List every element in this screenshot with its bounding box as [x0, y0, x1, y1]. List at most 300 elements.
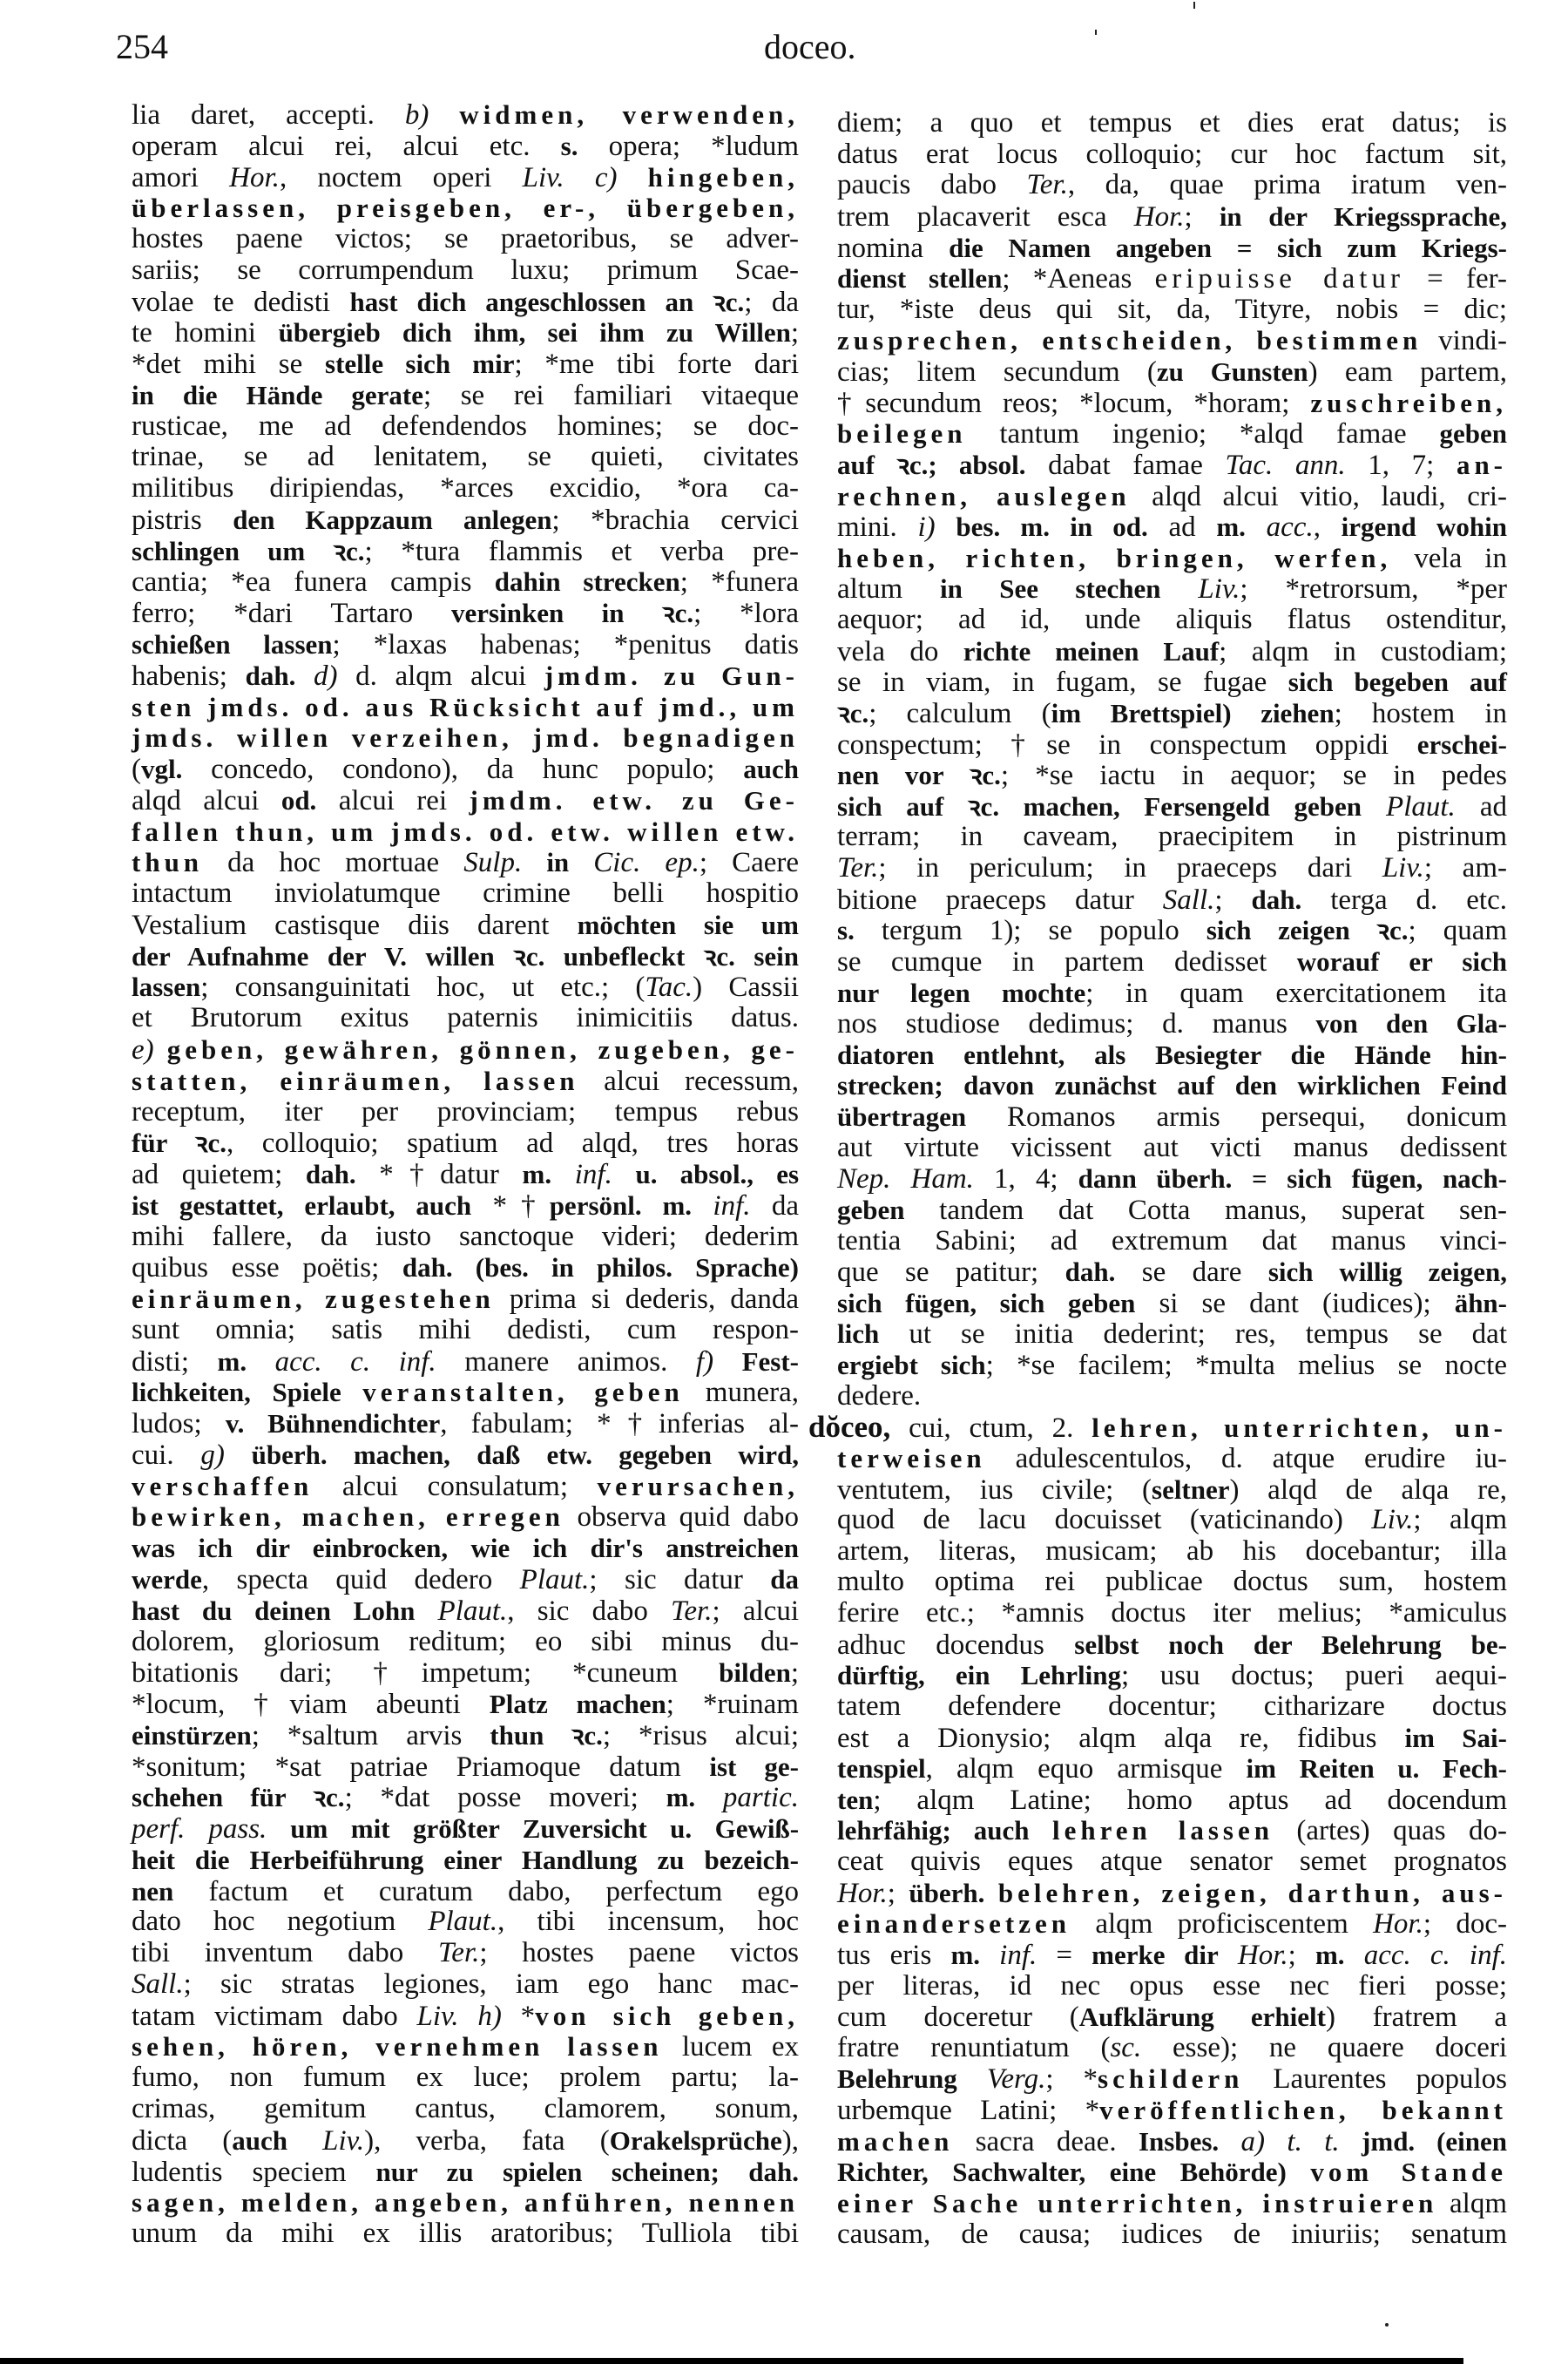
text-line: [132, 941, 799, 972]
text-line: [132, 255, 799, 287]
latin-text: ; *ruinam: [666, 1689, 799, 1721]
german-gloss: übertragen: [837, 1101, 967, 1132]
text-line: [837, 108, 1507, 139]
latin-text: , tibi incensum, hoc: [497, 1906, 799, 1938]
text-line: [837, 1288, 1507, 1319]
latin-text: ; sic stratas legiones, iam ego hanc mac-: [183, 1968, 799, 2000]
text-line: [837, 1723, 1507, 1754]
latin-text: dato hoc negotium: [132, 1906, 429, 1938]
latin-text: ; *brachia cervici: [551, 504, 799, 536]
german-gloss-spaced: terweisen: [837, 1442, 986, 1473]
german-gloss-spaced: überlassen, preisgeben, er-, übergeben,: [132, 193, 799, 224]
latin-text: cias; litem secundum (: [837, 356, 1157, 388]
latin-text: ) fratrem a: [1325, 2002, 1507, 2034]
latin-text: alqm proficiscentem: [1071, 1908, 1374, 1941]
latin-text: = fer-: [1403, 263, 1507, 295]
german-gloss: in die Hände gerate: [132, 379, 424, 410]
text-line: [132, 785, 799, 816]
latin-text: *†datur: [355, 1159, 523, 1191]
latin-text: , noctem operi: [279, 161, 523, 193]
latin-text: [564, 162, 595, 193]
text-line: [837, 698, 1507, 729]
german-gloss: vgl.: [141, 754, 183, 785]
latin-text: adhuc docendus: [837, 1629, 1075, 1661]
text-line: [837, 388, 1507, 419]
text-line: [132, 1627, 799, 1658]
scan-speck: [1385, 2323, 1389, 2327]
german-gloss-spaced: lehren lassen: [1051, 1815, 1274, 1846]
german-gloss: da: [770, 1563, 800, 1595]
latin-text: [1340, 2126, 1362, 2157]
latin-text: diem; a quo et tempus et dies erat datus; is: [837, 107, 1507, 139]
latin-text: ; hostem in: [1334, 697, 1507, 729]
citation-abbrev: Sall.: [132, 1968, 184, 2000]
text-line: [837, 1940, 1507, 1971]
latin-text: rusticae, me ad defendendos homines; se doc-: [132, 410, 799, 442]
latin-text: ) alqd de alqa re,: [1229, 1473, 1507, 1506]
german-gloss: auch: [743, 754, 799, 785]
german-gloss: dahin strecken: [494, 566, 680, 598]
german-gloss-spaced: heben, richten, bringen, werfen,: [837, 542, 1392, 573]
text-line: [837, 1133, 1507, 1164]
latin-text: tatam victimam dabo: [132, 2000, 417, 2032]
latin-text: dedere.: [837, 1379, 922, 1412]
german-gloss: ist gestattet, erlaubt, auch: [132, 1189, 472, 1221]
latin-text: tibi inventum dabo: [132, 1937, 438, 1969]
text-line: [837, 1226, 1507, 1257]
text-line: [132, 598, 799, 629]
citation-abbrev: Liv.: [322, 2124, 365, 2157]
text-line: [132, 1377, 799, 1408]
latin-text: alcui rei: [316, 784, 470, 816]
latin-text: da: [750, 1189, 800, 1222]
text-line: [837, 1878, 1507, 1909]
text-line: [837, 2063, 1507, 2095]
latin-text: concedo, condono), da hunc populo;: [182, 754, 744, 786]
latin-text: 1, 4;: [973, 1163, 1078, 1196]
latin-text: alqm: [1437, 2187, 1507, 2219]
latin-text: causam, de causa; iudices de iniuriis; senatum: [837, 2218, 1507, 2250]
german-gloss: in: [546, 847, 570, 878]
text-line: [132, 1533, 799, 1564]
latin-text: disti;: [132, 1345, 218, 1378]
latin-text: [415, 1595, 437, 1627]
latin-text: [1161, 573, 1199, 605]
latin-text: ) Cassii: [693, 972, 799, 1004]
citation-abbrev: d): [313, 660, 338, 692]
text-line: [132, 349, 799, 380]
german-gloss-spaced: an-: [1456, 449, 1508, 480]
text-line: [132, 1876, 799, 1907]
citation-abbrev: Liv.: [1382, 852, 1424, 884]
latin-text: urbemque Latini; *: [837, 2095, 1100, 2126]
text-line: [837, 1785, 1507, 1816]
page-number: 254: [116, 27, 168, 66]
latin-text: trem placaverit esca: [837, 200, 1134, 233]
text-line: [837, 946, 1507, 978]
latin-text: [1030, 1815, 1052, 1846]
latin-text: ; in periculum; in praeceps dari: [878, 852, 1382, 884]
latin-text: [1345, 1940, 1364, 1971]
text-line: [837, 1070, 1507, 1101]
german-gloss: sich auf ꝛc. machen, Fersengeld geben: [837, 790, 1362, 822]
text-line: [132, 1471, 799, 1502]
german-gloss-spaced: thun: [132, 847, 204, 878]
text-line: [132, 692, 799, 723]
latin-text: [695, 1782, 723, 1813]
latin-text: , sic dabo: [507, 1595, 672, 1627]
citation-abbrev: Verg.: [986, 2063, 1046, 2096]
text-line: [132, 1159, 799, 1190]
text-line: [132, 1315, 799, 1346]
german-gloss: m.: [1315, 1939, 1345, 1970]
german-gloss: um mit größter Zuversicht u. Gewiß-: [290, 1813, 800, 1845]
german-gloss-spaced: jmds. willen verzeihen, jmd. begnadigen: [132, 722, 799, 754]
latin-text: ut se initia dederint; res, tempus se dat: [879, 1318, 1507, 1351]
german-gloss: in See stechen: [940, 573, 1161, 605]
text-line: [132, 1813, 799, 1845]
german-gloss: lich: [837, 1318, 880, 1350]
text-line: [837, 1691, 1507, 1723]
citation-abbrev: f): [695, 1345, 714, 1378]
text-line: [132, 1034, 799, 1066]
latin-text: ;: [887, 1877, 909, 1909]
latin-text: [984, 1878, 997, 1909]
latin-text: dolorem, gloriosum reditum; eo sibi minus du-: [132, 1625, 799, 1657]
german-gloss: v. Bühnendichter: [225, 1408, 441, 1439]
text-line: [837, 263, 1507, 295]
text-line: [132, 910, 799, 941]
latin-text: adulescentulos, d. atque erudire iu-: [985, 1442, 1507, 1474]
latin-text: et Brutorum exitus paternis inimicitiis datus.: [132, 1002, 799, 1034]
latin-text: [617, 162, 647, 193]
german-gloss: Platz machen: [489, 1689, 666, 1720]
text-line: [837, 1629, 1507, 1661]
german-gloss: m.: [1216, 511, 1246, 543]
german-gloss: im Reiten u. Fech-: [1246, 1753, 1508, 1785]
german-gloss: werde: [132, 1563, 202, 1595]
german-gloss: hast du deinen Lohn: [132, 1595, 416, 1626]
german-gloss-spaced: einer Sache unterrichten, instruieren: [837, 2187, 1438, 2218]
german-gloss: sich begeben auf: [1288, 667, 1507, 698]
german-gloss-spaced: zusprechen, entscheiden, bestimmen: [837, 325, 1423, 356]
latin-text: munera,: [683, 1377, 799, 1409]
german-gloss-spaced: geben, gewähren, gönnen, zugeben, ge-: [166, 1033, 799, 1065]
citation-abbrev: e): [132, 1033, 154, 1066]
german-gloss: od.: [280, 784, 317, 816]
text-line: [837, 1474, 1507, 1506]
latin-text: ; *funera: [679, 566, 799, 599]
latin-text: ) eam partem,: [1308, 356, 1507, 388]
latin-text: Vestalium castisque diis darent: [132, 909, 578, 941]
text-line: [837, 1908, 1507, 1940]
german-gloss-spaced: sehen, hören, vernehmen lassen: [132, 2031, 663, 2063]
text-line: [132, 1751, 799, 1783]
latin-text: 1, 7;: [1345, 449, 1456, 481]
german-gloss-spaced: sten jmds. od. aus Rücksicht auf jmd., um: [132, 691, 799, 722]
citation-abbrev: inf.: [999, 1939, 1037, 1971]
text-line: [132, 1284, 799, 1315]
text-line: [837, 295, 1507, 326]
text-line: [132, 816, 799, 848]
german-gloss-spaced: sagen, melden, angeben, anführen, nennen: [132, 2187, 799, 2218]
latin-text: [267, 1813, 290, 1845]
latin-text: ),: [781, 2124, 800, 2157]
text-line: [132, 1969, 799, 2001]
text-line: [837, 573, 1507, 605]
text-line: [837, 481, 1507, 512]
citation-abbrev: Hor.: [1237, 1939, 1288, 1971]
text-line: [132, 2001, 799, 2032]
german-gloss-spaced: schildern: [1098, 2063, 1244, 2095]
latin-text: , colloquio; spatium ad alqd, tres horas: [226, 1128, 799, 1160]
text-line: [837, 543, 1507, 574]
german-gloss: geben: [837, 1194, 905, 1225]
citation-abbrev: Liv.: [1198, 573, 1240, 606]
latin-text: [1219, 1940, 1238, 1971]
text-line: [132, 2187, 799, 2218]
latin-text: mini.: [837, 511, 918, 544]
text-line: [132, 380, 799, 411]
latin-text: esse); ne quaere doceri: [1141, 2031, 1507, 2063]
text-line: [132, 1439, 799, 1471]
text-line: [837, 1536, 1507, 1568]
german-gloss: übergieb dich ihm, sei ihm zu Willen: [278, 317, 791, 349]
german-gloss-spaced: einandersetzen: [837, 1908, 1071, 1940]
text-line: [132, 2218, 799, 2250]
german-gloss: Richter, Sachwalter, eine Behörde): [837, 2157, 1311, 2188]
text-line: [132, 1408, 799, 1439]
latin-text: tur, *iste deus qui sit, da, Tityre, nobis = dic;: [837, 293, 1507, 325]
text-line: [837, 760, 1507, 791]
latin-text: opera; *ludum: [578, 130, 799, 162]
german-gloss: geben: [1439, 418, 1507, 450]
latin-text: quod de lacu docuisset (vaticinando): [837, 1504, 1372, 1536]
latin-text: [612, 1159, 636, 1190]
latin-spaced: eripuisse datur: [1154, 263, 1404, 295]
latin-text: terram; in caveam, praecipitem in pistrinum: [837, 821, 1507, 853]
text-line: [132, 411, 799, 443]
german-gloss: s.: [560, 130, 578, 161]
latin-text: ; hostes paene victos: [479, 1937, 799, 1969]
latin-text: sacra deae.: [953, 2125, 1139, 2157]
latin-text: factum et curatum dabo, perfectum ego: [173, 1875, 799, 1907]
latin-text: [247, 1346, 275, 1378]
text-line: [132, 1720, 799, 1751]
german-gloss: im Brettspiel) ziehen: [1051, 697, 1335, 728]
german-gloss: überh.: [909, 1877, 985, 1908]
scan-speck: [1095, 30, 1097, 35]
german-gloss: was ich dir einbrocken, wie ich dir's anstreichen: [132, 1533, 799, 1564]
german-gloss: sich zeigen ꝛc.: [1206, 915, 1409, 946]
latin-text: ; *laxas habenas; *penitus datis: [332, 629, 800, 661]
text-line: [837, 1846, 1507, 1878]
latin-text: ad: [1455, 790, 1507, 823]
latin-text: ferro; *dari Tartaro: [132, 598, 452, 630]
german-gloss: in der Kriegssprache,: [1219, 200, 1508, 232]
german-gloss: m.: [522, 1159, 552, 1190]
text-line: [132, 1782, 799, 1813]
citation-abbrev: i): [917, 511, 936, 544]
latin-text: fratre renuntiatum (: [837, 2031, 1111, 2063]
latin-text: ; *retrorsum, *per: [1240, 573, 1507, 606]
text-line: [132, 99, 799, 131]
text-line: [132, 2157, 799, 2188]
german-gloss: nen vor ꝛc.: [837, 760, 1001, 791]
latin-text: ; *saltum arvis: [251, 1719, 490, 1751]
text-line: [132, 1190, 799, 1222]
german-gloss: diatoren entlehnt, als Besiegter die Hände hin-: [837, 1039, 1507, 1070]
latin-text: unum da mihi ex illis aratoribus; Tulliola tibi: [132, 2218, 799, 2250]
text-line: [837, 1567, 1507, 1598]
german-gloss: nen: [132, 1875, 174, 1907]
citation-abbrev: Ter.: [1026, 169, 1068, 201]
text-line: [132, 224, 799, 255]
latin-text: lia daret, accepti.: [132, 99, 405, 131]
german-gloss: m.: [217, 1345, 247, 1377]
german-gloss: von den Gla-: [1315, 1008, 1508, 1040]
text-line: [837, 1505, 1507, 1536]
latin-text: dabat famae: [1025, 449, 1226, 481]
latin-text: tandem dat Cotta manus, superat sen-: [904, 1194, 1507, 1226]
citation-abbrev: inf.: [713, 1189, 751, 1222]
citation-abbrev: partic.: [722, 1782, 799, 1814]
latin-text: ; Caere: [699, 847, 800, 879]
german-gloss: sich willig zeigen,: [1267, 1257, 1507, 1288]
latin-text: ; calculum (: [868, 697, 1051, 729]
latin-text: vindi-: [1422, 325, 1507, 357]
latin-text: *: [501, 2000, 536, 2032]
text-line: [132, 1346, 799, 1378]
citation-abbrev: Ter.: [671, 1595, 713, 1627]
latin-text: [154, 1034, 167, 1066]
headword: dŏceo,: [808, 1410, 891, 1445]
german-gloss: Aufklärung erhielt: [1078, 2002, 1326, 2033]
text-line: [132, 2031, 799, 2063]
text-line: [837, 1381, 1507, 1412]
text-line: [837, 2157, 1507, 2188]
latin-text: [429, 99, 459, 131]
german-gloss: überh. machen, daß etw. gegeben wird,: [251, 1439, 799, 1470]
latin-text: , da, quae prima iratum ven-: [1067, 169, 1507, 201]
latin-text: *sonitum; *sat patriae Priamoque datum: [132, 1751, 710, 1783]
citation-abbrev: Sall.: [1162, 884, 1215, 916]
latin-text: (artes) quas do-: [1273, 1815, 1507, 1847]
latin-text: se dare: [1115, 1257, 1268, 1289]
text-line: [837, 729, 1507, 761]
text-line: [132, 317, 799, 349]
german-gloss: möchten sie um: [577, 909, 799, 940]
latin-text: ceat quivis eques atque senator semet prognatos: [837, 1846, 1507, 1877]
left-column: [132, 99, 799, 2250]
latin-text: *†: [471, 1189, 550, 1222]
german-gloss-spaced: lehren, unterrichten, un-: [1092, 1412, 1507, 1444]
text-line: [132, 660, 799, 692]
latin-text: alqd alcui vitio, laudi, cri-: [1130, 480, 1507, 512]
scan-speck: [1193, 2, 1195, 9]
latin-text: ; sic datur: [589, 1563, 771, 1595]
citation-abbrev: Hor.: [229, 161, 280, 193]
german-gloss-spaced: verschaffen: [132, 1470, 314, 1501]
latin-text: [936, 511, 956, 543]
citation-abbrev: inf.: [574, 1159, 612, 1191]
latin-text: ad: [1147, 511, 1217, 544]
german-gloss: dah.: [305, 1159, 356, 1190]
citation-abbrev: h): [477, 2000, 502, 2032]
text-line: [837, 1971, 1507, 2002]
text-line: [837, 1318, 1507, 1350]
text-line: [837, 450, 1507, 481]
latin-text: ; usu doctus; pueri aequi-: [1120, 1660, 1508, 1692]
text-line: [132, 1501, 799, 1533]
latin-text: [692, 1190, 713, 1222]
citation-abbrev: Plaut.: [437, 1595, 508, 1627]
german-gloss-spaced: hingeben,: [647, 161, 800, 193]
citation-abbrev: Hor.: [1133, 200, 1185, 233]
text-line: [837, 605, 1507, 636]
german-gloss: ꝛc.: [837, 697, 869, 728]
text-line: [837, 636, 1507, 667]
german-gloss: dah.: [1251, 884, 1302, 915]
latin-text: *det mihi se: [132, 349, 326, 381]
latin-text: receptum, iter per provinciam; tempus rebus: [132, 1095, 799, 1128]
latin-text: multo optima rei publicae doctus sum, hostem: [837, 1566, 1507, 1598]
text-line: [132, 629, 799, 660]
latin-text: quibus esse poëtis;: [132, 1252, 402, 1284]
text-line: [837, 201, 1507, 233]
citation-abbrev: Nep. Ham.: [837, 1163, 974, 1196]
latin-text: hostes paene victos; se praetoribus, se adver-: [132, 223, 799, 255]
text-line: [837, 1163, 1507, 1195]
latin-text: [713, 1346, 742, 1378]
text-line: [132, 1657, 799, 1689]
text-line: [837, 884, 1507, 916]
citation-abbrev: Cic. ep.: [593, 847, 700, 879]
latin-text: ludentis speciem: [132, 2156, 376, 2188]
german-gloss-spaced: zuschreiben,: [1310, 387, 1507, 418]
latin-text: Romanos armis persequi, donicum: [966, 1101, 1507, 1133]
german-gloss-spaced: von sich geben,: [535, 2000, 799, 2031]
german-gloss: lichkeiten, Spiele: [132, 1377, 363, 1408]
text-line: [132, 473, 799, 505]
latin-text: aequor; ad id, unde aliquis flatus ostenditur,: [837, 604, 1507, 635]
german-gloss-spaced: veröffentlichen, bekannt: [1099, 2095, 1507, 2125]
text-line: [808, 1412, 1507, 1443]
german-gloss: jmd. (einen: [1362, 2125, 1508, 2157]
citation-abbrev: g): [200, 1439, 225, 1471]
german-gloss: worauf er sich: [1296, 945, 1507, 977]
german-gloss: ähn-: [1454, 1287, 1507, 1318]
text-line: [837, 1815, 1507, 1846]
latin-text: (: [132, 754, 141, 786]
german-gloss: tenspiel: [837, 1753, 926, 1785]
latin-text: volae te dedisti: [132, 286, 350, 318]
german-gloss-spaced: statten, einräumen, lassen: [132, 1065, 579, 1096]
latin-text: crimas, gemitum cantus, clamorem, sonum,: [132, 2093, 799, 2124]
latin-text: ludos;: [132, 1408, 226, 1440]
text-line: [132, 566, 799, 598]
citation-abbrev: Tac. ann.: [1225, 449, 1346, 481]
citation-abbrev: Ter.: [837, 852, 879, 884]
german-gloss: der Aufnahme der V. willen ꝛc. unbefleckt ꝛc. sein: [132, 940, 799, 972]
latin-text: ; *: [1045, 2063, 1098, 2096]
text-line: [132, 2063, 799, 2094]
citation-abbrev: perf. pass.: [132, 1813, 267, 1846]
latin-text: que se patitur;: [837, 1257, 1065, 1289]
text-line: [837, 1040, 1507, 1071]
german-gloss: merke dir: [1092, 1939, 1219, 1970]
citation-abbrev: Hor.: [1373, 1908, 1423, 1941]
